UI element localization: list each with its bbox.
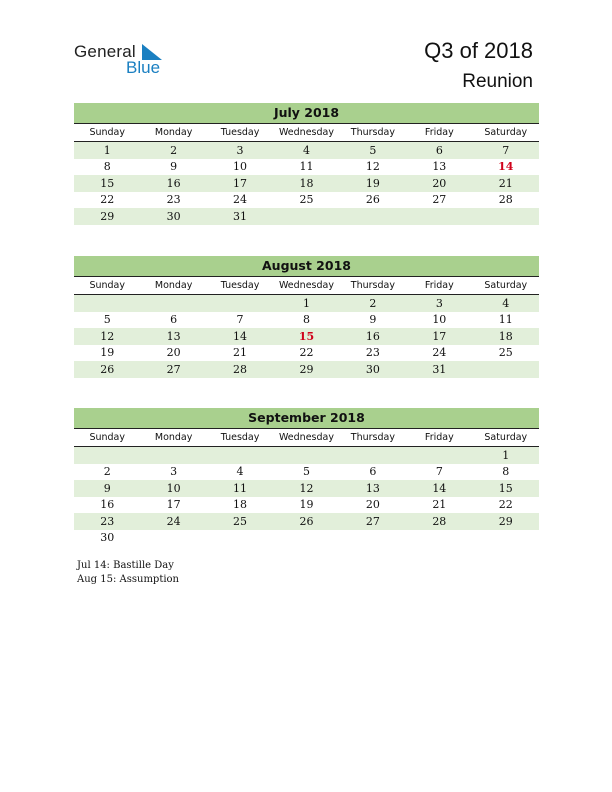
weekday-label: Saturday (473, 124, 539, 142)
month-grid (74, 429, 539, 546)
day-cell: 13 (432, 160, 447, 174)
day-cell: 23 (74, 513, 140, 530)
week-row (74, 192, 539, 209)
weekday-label: Friday (406, 429, 472, 447)
empty-day-cell (74, 447, 140, 464)
day-cell: 29 (473, 513, 539, 530)
day-cell: 5 (340, 142, 406, 159)
day-cell: 26 (273, 513, 339, 530)
empty-day-cell (273, 530, 339, 547)
day-cell: 1 (473, 447, 539, 464)
month-title: July 2018 (74, 103, 539, 124)
weekday-label: Thursday (340, 429, 406, 447)
weekday-label: Sunday (74, 124, 140, 142)
empty-day-cell (74, 295, 140, 312)
day-cell: 25 (299, 193, 314, 207)
day-cell: 17 (406, 328, 472, 345)
day-cell: 3 (170, 465, 178, 479)
empty-day-cell (273, 208, 339, 225)
day-cell: 19 (340, 175, 406, 192)
brand-word-blue: Blue (126, 58, 161, 77)
day-cell: 22 (299, 346, 314, 360)
day-cell: 2 (103, 465, 111, 479)
weekday-label: Saturday (473, 277, 539, 295)
day-cell: 24 (432, 346, 447, 360)
weekday-label: Sunday (74, 429, 140, 447)
day-cell: 29 (74, 208, 140, 225)
day-cell: 29 (273, 361, 339, 378)
empty-day-cell (473, 530, 539, 547)
day-cell: 13 (340, 480, 406, 497)
week-row (74, 464, 539, 481)
day-cell: 11 (498, 313, 513, 327)
holiday-notes (77, 559, 179, 587)
holiday-day-cell: 15 (273, 328, 339, 345)
day-cell: 16 (340, 328, 406, 345)
day-cell: 20 (166, 346, 181, 360)
day-cell: 20 (406, 175, 472, 192)
week-row (74, 361, 539, 378)
day-cell: 28 (498, 193, 513, 207)
day-cell: 13 (140, 328, 206, 345)
day-cell: 12 (273, 480, 339, 497)
day-cell: 12 (74, 328, 140, 345)
day-cell: 25 (207, 513, 273, 530)
day-cell: 28 (406, 513, 472, 530)
month-grid (74, 277, 539, 378)
holiday-day-cell: 14 (498, 160, 514, 174)
empty-day-cell (406, 447, 472, 464)
day-cell: 14 (406, 480, 472, 497)
day-cell: 14 (207, 328, 273, 345)
day-cell: 8 (502, 465, 510, 479)
day-cell: 28 (207, 361, 273, 378)
weekday-label: Monday (140, 124, 206, 142)
holiday-note: Aug 15: Assumption (77, 574, 180, 585)
empty-day-cell (406, 530, 472, 547)
day-cell: 31 (207, 208, 273, 225)
day-cell: 23 (365, 346, 380, 360)
day-cell: 22 (498, 498, 513, 512)
day-cell: 11 (299, 160, 314, 174)
weekday-label: Wednesday (273, 429, 339, 447)
day-cell: 4 (473, 295, 539, 312)
day-cell: 30 (100, 531, 115, 545)
day-cell: 23 (166, 193, 181, 207)
week-row (74, 480, 539, 497)
day-cell: 31 (406, 361, 472, 378)
weekday-label: Friday (406, 124, 472, 142)
day-cell: 1 (74, 142, 140, 159)
day-cell: 30 (340, 361, 406, 378)
day-cell: 7 (473, 142, 539, 159)
week-row (74, 530, 539, 547)
month-calendar (74, 408, 539, 546)
day-cell: 2 (340, 295, 406, 312)
empty-day-cell (340, 208, 406, 225)
weekday-label: Wednesday (273, 124, 339, 142)
day-cell: 20 (365, 498, 380, 512)
day-cell: 6 (369, 465, 377, 479)
day-cell: 5 (302, 465, 310, 479)
day-cell: 8 (302, 313, 310, 327)
day-cell: 3 (207, 142, 273, 159)
day-cell: 2 (140, 142, 206, 159)
day-cell: 18 (233, 498, 248, 512)
empty-day-cell (473, 208, 539, 225)
day-cell: 5 (103, 313, 111, 327)
weekday-header-row (74, 124, 539, 142)
day-cell: 4 (273, 142, 339, 159)
week-row (74, 295, 539, 312)
day-cell: 19 (299, 498, 314, 512)
day-cell: 21 (233, 346, 248, 360)
empty-day-cell (207, 530, 273, 547)
day-cell: 1 (273, 295, 339, 312)
week-row (74, 159, 539, 176)
empty-day-cell (273, 447, 339, 464)
week-row (74, 328, 539, 345)
week-row (74, 208, 539, 225)
weekday-header-row (74, 429, 539, 447)
day-cell: 30 (140, 208, 206, 225)
day-cell: 4 (236, 465, 244, 479)
day-cell: 19 (100, 346, 115, 360)
weekday-label: Friday (406, 277, 472, 295)
day-cell: 22 (100, 193, 115, 207)
day-cell: 15 (74, 175, 140, 192)
month-calendar (74, 256, 539, 378)
empty-day-cell (207, 447, 273, 464)
holiday-note: Jul 14: Bastille Day (77, 560, 174, 571)
weekday-label: Saturday (473, 429, 539, 447)
day-cell: 24 (233, 193, 248, 207)
day-cell: 26 (365, 193, 380, 207)
weekday-label: Tuesday (207, 429, 273, 447)
day-cell: 25 (498, 346, 513, 360)
empty-day-cell (207, 295, 273, 312)
day-cell: 27 (140, 361, 206, 378)
empty-day-cell (140, 530, 206, 547)
empty-day-cell (406, 208, 472, 225)
day-cell: 10 (432, 313, 447, 327)
day-cell: 9 (170, 160, 178, 174)
empty-day-cell (140, 295, 206, 312)
week-row (74, 497, 539, 514)
page-title: Q3 of 2018 (424, 38, 533, 63)
day-cell: 6 (406, 142, 472, 159)
day-cell: 15 (473, 480, 539, 497)
weekday-label: Sunday (74, 277, 140, 295)
empty-day-cell (473, 361, 539, 378)
day-cell: 6 (170, 313, 178, 327)
month-title: August 2018 (74, 256, 539, 277)
weekday-header-row (74, 277, 539, 295)
day-cell: 18 (273, 175, 339, 192)
day-cell: 16 (100, 498, 115, 512)
day-cell: 7 (435, 465, 443, 479)
month-title: September 2018 (74, 408, 539, 429)
month-grid (74, 124, 539, 225)
month-calendar (74, 103, 539, 225)
week-row (74, 175, 539, 192)
page-subtitle: Reunion (462, 71, 533, 92)
day-cell: 27 (432, 193, 447, 207)
day-cell: 12 (365, 160, 380, 174)
day-cell: 10 (233, 160, 248, 174)
weekday-label: Monday (140, 429, 206, 447)
day-cell: 26 (74, 361, 140, 378)
empty-day-cell (340, 530, 406, 547)
empty-day-cell (340, 447, 406, 464)
weekday-label: Thursday (340, 277, 406, 295)
week-row (74, 312, 539, 329)
day-cell: 17 (166, 498, 181, 512)
day-cell: 9 (369, 313, 377, 327)
week-row (74, 513, 539, 530)
day-cell: 16 (140, 175, 206, 192)
day-cell: 17 (207, 175, 273, 192)
weekday-label: Tuesday (207, 124, 273, 142)
day-cell: 9 (74, 480, 140, 497)
empty-day-cell (140, 447, 206, 464)
day-cell: 21 (473, 175, 539, 192)
day-cell: 10 (140, 480, 206, 497)
day-cell: 24 (140, 513, 206, 530)
brand-logo (74, 42, 174, 78)
week-row (74, 142, 539, 159)
brand-word-general: General (74, 42, 136, 61)
weekday-label: Monday (140, 277, 206, 295)
day-cell: 7 (236, 313, 244, 327)
weekday-label: Wednesday (273, 277, 339, 295)
week-row (74, 345, 539, 362)
day-cell: 18 (473, 328, 539, 345)
day-cell: 8 (103, 160, 111, 174)
week-row (74, 447, 539, 464)
day-cell: 21 (432, 498, 447, 512)
day-cell: 27 (340, 513, 406, 530)
weekday-label: Tuesday (207, 277, 273, 295)
day-cell: 11 (207, 480, 273, 497)
day-cell: 3 (406, 295, 472, 312)
weekday-label: Thursday (340, 124, 406, 142)
